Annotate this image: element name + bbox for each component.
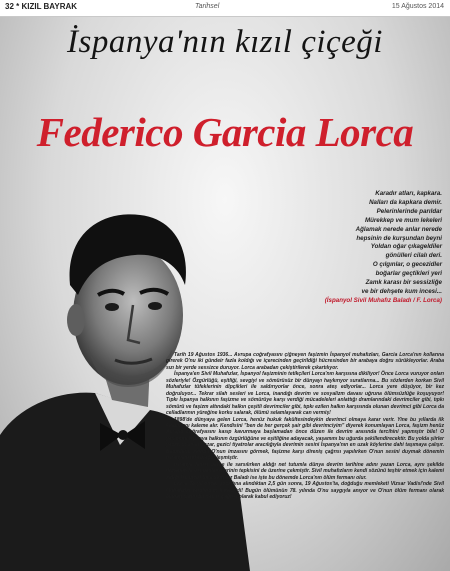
poem-line: boğarlar geçtikleri yeri [375,270,442,278]
page-header [0,0,450,17]
poem-line: Karadır atları, kapkara. [375,190,442,197]
issue-date: 15 Ağustos 2014 [391,3,444,10]
poem-line: Ağlamak nerede anlar nerede [355,225,442,233]
poem-excerpt [262,190,442,306]
poem-line: Mürekkep ve mum lekeleri [364,216,442,224]
poem-line: ve bir dehşete kum incesi... [361,287,442,295]
body-paragraph: Tarih 19 Ağustos 1936... Avrupa coğrafyasını çiğneyen faşizmin İspanyol muhafızları, Garcia Lorca'nın kollarına girerek O'nu iki gündeir fazla koldığı ve içerecinden geçirildiği hücresinden bir arabaya doğru sürükleyorlar. Araba sızı bir yerde sessizce duruyor. Lorca arabadan çekiştirilerek çıkartılıyor. [166,352,444,371]
poem-line: gönülleri cilalı deri. [385,252,442,260]
body-paragraph: İspanya'en Sivil Muhafızlar, İspanyol faşizminin tetikçileri Lorca'nın karşısına dikiliyor! Önce Lorca vuruyor onları sözleriyle! Özgürlüğü, eşitliği, sevgiyi ve sömürüsüz bir dünyayı haykırıyor suratlarına... Bu sözlerden korkan Sivil Muhafızlar tüfeklerinin dipçikleri ile saldırıyorlar önce, sonra ateş ediyorlar... Lorca yere düşüyor, bir kez doğruluyor... Tekrar silah sesleri ve Lorca, inandığı devrim ve sosyalizm davası uğruna ölümsüzlüğe koşuyuyor! Tıpkı İspanya halkının faşizme ve sömürüye karşı verdiği mücadeleleri anlattığı dramlarındaki devrimciler gibi, tıpkı sömürü ve faşizm altındaki halkın çeşitli devrimciler gibi, tıpkı ezilen halkın karşısında olunan devrimci gibi Lorca da celladlarının yüreğine korku salarak, ölümü selamlayarak can vermiş! [166,371,444,417]
poem-credit: (İspanyol Sivil Muhafız Baladı / F. Lorca) [324,296,442,304]
body-paragraph: İspanya faşist darbe ile sarsılırken aldığı net tutumla dünya devrim tarihine adını yazan Lorca, aynı şekilde dönemin faşist beslemelerinin tepkisini de üzerine çekmiştir. Sivil muhafızların kendi sözünü teşhir etmek için kalemi aldığı İspanyol Sivil Muhafız Baladı ise işte bu dönemde Lorca'nın ölüm fermanı olur. [166,461,444,481]
poem-line: Pelerinlerinde parıldar [376,207,442,215]
page-number: 32 * KIZIL BAYRAK [5,2,78,11]
poem-line: Nalları da kapkara demir. [369,198,442,206]
poem-line: Zamk karası bir sessizliğe [365,279,442,287]
poem-line: hepsinin de kurşundan beyni [356,234,442,242]
body-paragraph: Lorca 78 yıl önce, gözaltına alındıktan 2,5 gün sonra, 19 Ağustos'ta, doğduğu memleketi Vizsar Vadisi'nde Sivil Muhafızlar tarafından katledildi! Bugün ölümünün 78. yılında O'nu saygıyla anıyor ve O'nun ölüm fermanı olarak bilinen şiirini bir savaş çağrısı olarak kabul ediyoruz! [166,481,444,500]
poem-line: Yoldan oğar çıkageldiler [370,243,442,251]
article-title: İspanya'nın kızıl çiçeği [67,24,383,60]
article-subtitle: Federico Garcia Lorca [36,109,414,155]
poem-line: O çılgınlar, o gecezidler [372,261,442,269]
section-label: Tarihsel [195,3,220,10]
body-paragraph: 1898'de dünyaya gelen Lorca, henüz hukuk fakültesindeykin devrimci olmaya karar verir. Yine bu yıllarda ilk kitaplarını kaleme alır. Kendisini "ben de her gerçek şair gibi devrimciyim" diyerek konumlayan Lorca, faşizm henüz Avrupa coğrafyasını kasıp kavurmaya başlamadan önce düzen ile devrim arasında tercihini yapmıştır bile! O yaşamını İspanya halkının özgürlüğüne ve eşitliğine adayacak, yaşamını bu uğurda şekillendirecektir. Bu yolda şiirler yazar, oyunlar yazar, gezici tiyatrolar aracılığıyla devrimin sesini İspanya'nın en uzak köylerine dahi taşımaya çalışır. Bildirilerin altında O'nun imzasını görmek, faşizme karşı direniş çağrısı yapılırken O'nun sesini duymak dönemin İspanyası'nda olağanleşmiştir. [166,416,444,462]
article-body [166,352,444,500]
